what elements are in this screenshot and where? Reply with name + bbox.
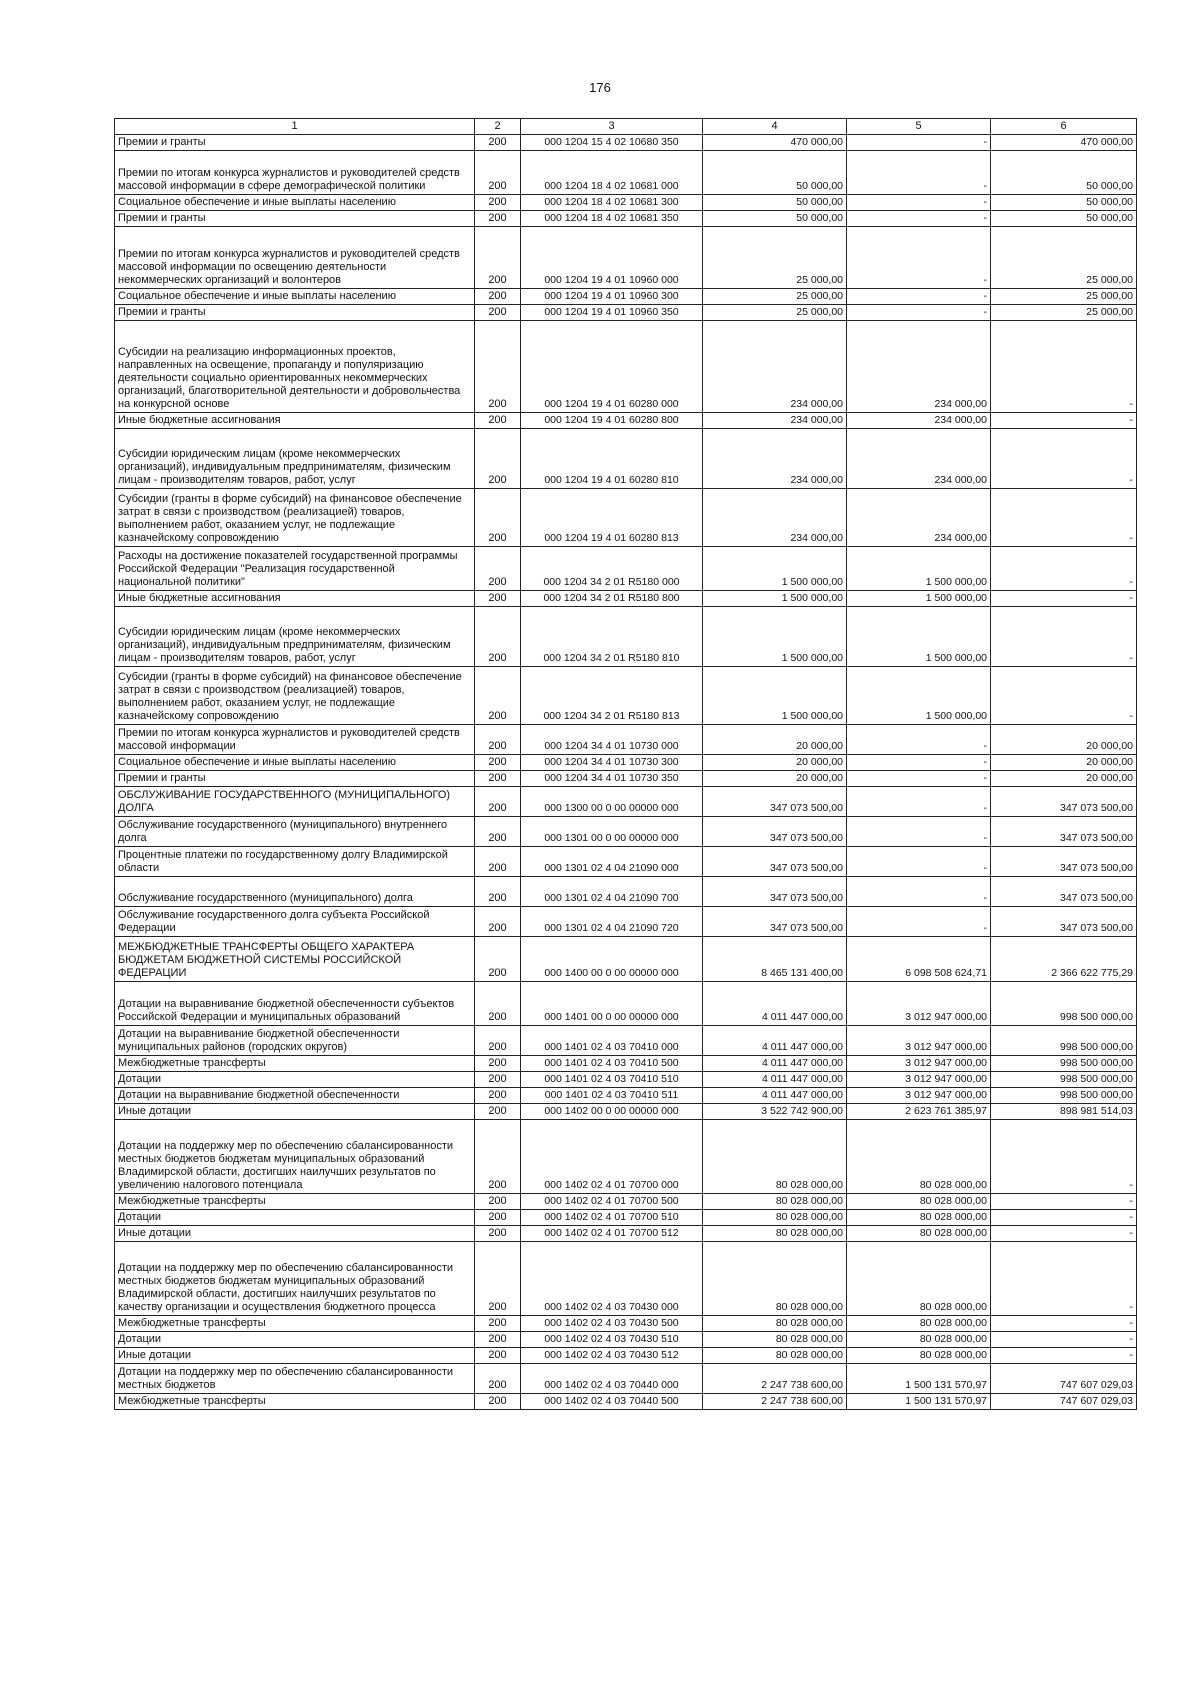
row-name-cell: Межбюджетные трансферты (115, 1056, 475, 1072)
row-approved-amount-cell: 2 247 738 600,00 (703, 1364, 847, 1394)
row-classification-code-cell: 000 1402 02 4 01 70700 510 (521, 1210, 703, 1226)
row-classification-code-cell: 000 1402 02 4 01 70700 500 (521, 1194, 703, 1210)
row-classification-code-cell: 000 1204 34 2 01 R5180 813 (521, 667, 703, 725)
row-name-cell: Иные дотации (115, 1104, 475, 1120)
row-executed-amount-cell: - (847, 877, 991, 907)
table-row (115, 1104, 1137, 1120)
row-unexecuted-amount-cell: 347 073 500,00 (991, 907, 1137, 937)
row-unexecuted-amount-cell: 747 607 029,03 (991, 1394, 1137, 1410)
row-line-code-cell: 200 (475, 877, 521, 907)
row-approved-amount-cell: 50 000,00 (703, 211, 847, 227)
row-unexecuted-amount-cell: - (991, 547, 1137, 591)
row-name-cell: Премии по итогам конкурса журналистов и руководителей средств массовой информации (115, 725, 475, 755)
row-approved-amount-cell: 234 000,00 (703, 489, 847, 547)
row-name-cell: Обслуживание государственного (муниципального) долга (115, 877, 475, 907)
table-row (115, 429, 1137, 489)
row-unexecuted-amount-cell: 20 000,00 (991, 755, 1137, 771)
row-line-code-cell: 200 (475, 227, 521, 289)
table-row (115, 1056, 1137, 1072)
row-approved-amount-cell: 1 500 000,00 (703, 667, 847, 725)
row-approved-amount-cell: 347 073 500,00 (703, 877, 847, 907)
row-unexecuted-amount-cell: - (991, 1348, 1137, 1364)
row-line-code-cell: 200 (475, 787, 521, 817)
row-name-cell: МЕЖБЮДЖЕТНЫЕ ТРАНСФЕРТЫ ОБЩЕГО ХАРАКТЕРА БЮДЖЕТАМ БЮДЖЕТНОЙ СИСТЕМЫ РОССИЙСКОЙ ФЕДЕРАЦИИ (115, 937, 475, 982)
row-executed-amount-cell: - (847, 227, 991, 289)
table-row (115, 982, 1137, 1026)
row-classification-code-cell: 000 1402 02 4 03 70430 000 (521, 1242, 703, 1316)
column-header: 5 (847, 119, 991, 135)
row-approved-amount-cell: 20 000,00 (703, 725, 847, 755)
row-approved-amount-cell: 347 073 500,00 (703, 787, 847, 817)
row-line-code-cell: 200 (475, 195, 521, 211)
row-approved-amount-cell: 80 028 000,00 (703, 1120, 847, 1194)
row-executed-amount-cell: 2 623 761 385,97 (847, 1104, 991, 1120)
row-line-code-cell: 200 (475, 1394, 521, 1410)
row-name-cell: Социальное обеспечение и иные выплаты населению (115, 195, 475, 211)
row-line-code-cell: 200 (475, 1242, 521, 1316)
row-classification-code-cell: 000 1204 19 4 01 10960 300 (521, 289, 703, 305)
row-unexecuted-amount-cell: 998 500 000,00 (991, 1056, 1137, 1072)
row-line-code-cell: 200 (475, 1194, 521, 1210)
table-row (115, 135, 1137, 151)
row-unexecuted-amount-cell: - (991, 1210, 1137, 1226)
row-classification-code-cell: 000 1402 02 4 01 70700 512 (521, 1226, 703, 1242)
row-unexecuted-amount-cell: 50 000,00 (991, 151, 1137, 195)
row-classification-code-cell: 000 1402 02 4 01 70700 000 (521, 1120, 703, 1194)
table-row (115, 725, 1137, 755)
row-classification-code-cell: 000 1301 02 4 04 21090 720 (521, 907, 703, 937)
row-name-cell: Межбюджетные трансферты (115, 1394, 475, 1410)
row-unexecuted-amount-cell: - (991, 429, 1137, 489)
row-line-code-cell: 200 (475, 1332, 521, 1348)
row-name-cell: Иные бюджетные ассигнования (115, 413, 475, 429)
row-executed-amount-cell: 3 012 947 000,00 (847, 1072, 991, 1088)
table-row (115, 227, 1137, 289)
row-executed-amount-cell: - (847, 817, 991, 847)
table-row (115, 1026, 1137, 1056)
row-line-code-cell: 200 (475, 211, 521, 227)
row-approved-amount-cell: 234 000,00 (703, 413, 847, 429)
row-executed-amount-cell: - (847, 195, 991, 211)
row-line-code-cell: 200 (475, 1348, 521, 1364)
row-executed-amount-cell: - (847, 847, 991, 877)
row-approved-amount-cell: 25 000,00 (703, 289, 847, 305)
row-classification-code-cell: 000 1401 02 4 03 70410 511 (521, 1088, 703, 1104)
table-row (115, 195, 1137, 211)
row-name-cell: Процентные платежи по государственному долгу Владимирской области (115, 847, 475, 877)
row-unexecuted-amount-cell: 25 000,00 (991, 227, 1137, 289)
row-line-code-cell: 200 (475, 1226, 521, 1242)
row-line-code-cell: 200 (475, 547, 521, 591)
table-row (115, 1226, 1137, 1242)
row-unexecuted-amount-cell: - (991, 1226, 1137, 1242)
row-executed-amount-cell: 80 028 000,00 (847, 1348, 991, 1364)
row-executed-amount-cell: 1 500 000,00 (847, 607, 991, 667)
row-executed-amount-cell: 80 028 000,00 (847, 1120, 991, 1194)
row-unexecuted-amount-cell: 747 607 029,03 (991, 1364, 1137, 1394)
row-executed-amount-cell: 1 500 131 570,97 (847, 1394, 991, 1410)
budget-table (114, 118, 1137, 1410)
row-name-cell: Субсидии (гранты в форме субсидий) на финансовое обеспечение затрат в связи с производством (реализацией) товаров, выполнением работ, оказанием услуг, не подлежащие казначейскому сопровождению (115, 667, 475, 725)
row-classification-code-cell: 000 1401 02 4 03 70410 500 (521, 1056, 703, 1072)
row-line-code-cell: 200 (475, 937, 521, 982)
table-row (115, 211, 1137, 227)
row-approved-amount-cell: 234 000,00 (703, 429, 847, 489)
row-name-cell: Премии и гранты (115, 135, 475, 151)
table-body (115, 135, 1137, 1410)
row-name-cell: Иные дотации (115, 1226, 475, 1242)
column-header: 2 (475, 119, 521, 135)
row-classification-code-cell: 000 1204 19 4 01 10960 350 (521, 305, 703, 321)
row-approved-amount-cell: 347 073 500,00 (703, 847, 847, 877)
row-name-cell: Иные дотации (115, 1348, 475, 1364)
row-classification-code-cell: 000 1401 02 4 03 70410 000 (521, 1026, 703, 1056)
row-name-cell: Премии по итогам конкурса журналистов и руководителей средств массовой информации в сфере демографической политики (115, 151, 475, 195)
row-executed-amount-cell: 80 028 000,00 (847, 1242, 991, 1316)
row-executed-amount-cell: - (847, 787, 991, 817)
row-unexecuted-amount-cell: 347 073 500,00 (991, 817, 1137, 847)
row-approved-amount-cell: 20 000,00 (703, 771, 847, 787)
row-line-code-cell: 200 (475, 725, 521, 755)
row-classification-code-cell: 000 1204 19 4 01 60280 800 (521, 413, 703, 429)
table-row (115, 877, 1137, 907)
row-approved-amount-cell: 50 000,00 (703, 195, 847, 211)
row-line-code-cell: 200 (475, 305, 521, 321)
row-executed-amount-cell: 3 012 947 000,00 (847, 1088, 991, 1104)
row-executed-amount-cell: - (847, 151, 991, 195)
row-executed-amount-cell: 80 028 000,00 (847, 1210, 991, 1226)
row-name-cell: Премии и гранты (115, 211, 475, 227)
table-row (115, 151, 1137, 195)
row-unexecuted-amount-cell: - (991, 413, 1137, 429)
row-approved-amount-cell: 4 011 447 000,00 (703, 1056, 847, 1072)
table-row (115, 1332, 1137, 1348)
row-classification-code-cell: 000 1204 19 4 01 60280 810 (521, 429, 703, 489)
row-name-cell: Обслуживание государственного долга субъекта Российской Федерации (115, 907, 475, 937)
row-unexecuted-amount-cell: 347 073 500,00 (991, 787, 1137, 817)
row-unexecuted-amount-cell: 998 500 000,00 (991, 1072, 1137, 1088)
table-row (115, 787, 1137, 817)
row-executed-amount-cell: - (847, 305, 991, 321)
row-unexecuted-amount-cell: 347 073 500,00 (991, 847, 1137, 877)
table-row (115, 289, 1137, 305)
table-row (115, 1120, 1137, 1194)
row-executed-amount-cell: 3 012 947 000,00 (847, 1056, 991, 1072)
row-classification-code-cell: 000 1204 34 2 01 R5180 810 (521, 607, 703, 667)
table-row (115, 1348, 1137, 1364)
row-classification-code-cell: 000 1204 19 4 01 10960 000 (521, 227, 703, 289)
row-unexecuted-amount-cell: 347 073 500,00 (991, 877, 1137, 907)
row-name-cell: Дотации на поддержку мер по обеспечению сбалансированности местных бюджетов (115, 1364, 475, 1394)
row-executed-amount-cell: 1 500 000,00 (847, 591, 991, 607)
row-classification-code-cell: 000 1400 00 0 00 00000 000 (521, 937, 703, 982)
row-line-code-cell: 200 (475, 1056, 521, 1072)
row-unexecuted-amount-cell: - (991, 321, 1137, 413)
row-approved-amount-cell: 80 028 000,00 (703, 1242, 847, 1316)
row-executed-amount-cell: 1 500 000,00 (847, 547, 991, 591)
table-row (115, 1088, 1137, 1104)
table-row (115, 1194, 1137, 1210)
table-row (115, 1072, 1137, 1088)
row-approved-amount-cell: 3 522 742 900,00 (703, 1104, 847, 1120)
row-name-cell: Дотации на поддержку мер по обеспечению сбалансированности местных бюджетов бюджетам муниципальных образований Владимирской области, достигших наилучших результатов по качеству организации и осуществления бюджетного процесса (115, 1242, 475, 1316)
page-number: 176 (589, 80, 611, 95)
row-executed-amount-cell: - (847, 755, 991, 771)
row-unexecuted-amount-cell: 470 000,00 (991, 135, 1137, 151)
row-line-code-cell: 200 (475, 1088, 521, 1104)
row-name-cell: Иные бюджетные ассигнования (115, 591, 475, 607)
row-classification-code-cell: 000 1204 34 4 01 10730 350 (521, 771, 703, 787)
table-row (115, 667, 1137, 725)
row-approved-amount-cell: 4 011 447 000,00 (703, 1026, 847, 1056)
row-approved-amount-cell: 234 000,00 (703, 321, 847, 413)
row-unexecuted-amount-cell: 25 000,00 (991, 305, 1137, 321)
row-executed-amount-cell: 234 000,00 (847, 489, 991, 547)
row-line-code-cell: 200 (475, 607, 521, 667)
row-unexecuted-amount-cell: - (991, 591, 1137, 607)
row-executed-amount-cell: 6 098 508 624,71 (847, 937, 991, 982)
table-row (115, 1316, 1137, 1332)
row-line-code-cell: 200 (475, 907, 521, 937)
row-name-cell: Премии и гранты (115, 771, 475, 787)
row-approved-amount-cell: 80 028 000,00 (703, 1194, 847, 1210)
row-name-cell: Дотации (115, 1332, 475, 1348)
row-line-code-cell: 200 (475, 151, 521, 195)
row-executed-amount-cell: 234 000,00 (847, 413, 991, 429)
row-unexecuted-amount-cell: - (991, 667, 1137, 725)
row-approved-amount-cell: 1 500 000,00 (703, 591, 847, 607)
row-classification-code-cell: 000 1204 18 4 02 10681 300 (521, 195, 703, 211)
row-classification-code-cell: 000 1204 34 2 01 R5180 800 (521, 591, 703, 607)
row-approved-amount-cell: 20 000,00 (703, 755, 847, 771)
row-classification-code-cell: 000 1204 18 4 02 10681 000 (521, 151, 703, 195)
row-classification-code-cell: 000 1301 02 4 04 21090 700 (521, 877, 703, 907)
row-name-cell: Межбюджетные трансферты (115, 1316, 475, 1332)
row-classification-code-cell: 000 1204 19 4 01 60280 813 (521, 489, 703, 547)
row-unexecuted-amount-cell: 998 500 000,00 (991, 982, 1137, 1026)
table-row (115, 1210, 1137, 1226)
row-name-cell: Субсидии (гранты в форме субсидий) на финансовое обеспечение затрат в связи с производством (реализацией) товаров, выполнением работ, оказанием услуг, не подлежащие казначейскому сопровождению (115, 489, 475, 547)
row-line-code-cell: 200 (475, 1210, 521, 1226)
row-name-cell: Субсидии юридическим лицам (кроме некоммерческих организаций), индивидуальным предпринимателям, физическим лицам - производителям товаров, работ, услуг (115, 607, 475, 667)
row-approved-amount-cell: 347 073 500,00 (703, 817, 847, 847)
row-approved-amount-cell: 4 011 447 000,00 (703, 1072, 847, 1088)
row-classification-code-cell: 000 1402 02 4 03 70430 500 (521, 1316, 703, 1332)
row-unexecuted-amount-cell: 20 000,00 (991, 725, 1137, 755)
row-executed-amount-cell: - (847, 289, 991, 305)
row-unexecuted-amount-cell: 2 366 622 775,29 (991, 937, 1137, 982)
row-line-code-cell: 200 (475, 489, 521, 547)
table-row (115, 817, 1137, 847)
row-name-cell: Премии и гранты (115, 305, 475, 321)
row-name-cell: Расходы на достижение показателей государственной программы Российской Федерации "Реализация государственной национальной политики" (115, 547, 475, 591)
row-unexecuted-amount-cell: 20 000,00 (991, 771, 1137, 787)
row-classification-code-cell: 000 1300 00 0 00 00000 000 (521, 787, 703, 817)
column-header: 3 (521, 119, 703, 135)
table-row (115, 607, 1137, 667)
row-approved-amount-cell: 1 500 000,00 (703, 607, 847, 667)
row-unexecuted-amount-cell: - (991, 1194, 1137, 1210)
table-row (115, 489, 1137, 547)
row-classification-code-cell: 000 1402 00 0 00 00000 000 (521, 1104, 703, 1120)
row-name-cell: Социальное обеспечение и иные выплаты населению (115, 755, 475, 771)
row-approved-amount-cell: 4 011 447 000,00 (703, 982, 847, 1026)
row-classification-code-cell: 000 1402 02 4 03 70440 000 (521, 1364, 703, 1394)
row-unexecuted-amount-cell: - (991, 1120, 1137, 1194)
row-approved-amount-cell: 4 011 447 000,00 (703, 1088, 847, 1104)
column-header: 4 (703, 119, 847, 135)
row-approved-amount-cell: 80 028 000,00 (703, 1348, 847, 1364)
row-name-cell: Субсидии на реализацию информационных проектов, направленных на освещение, пропаганду и популяризацию деятельности социально ориентированных некоммерческих организаций, благотворительной деятельности и добровольчества на конкурсной основе (115, 321, 475, 413)
table-row (115, 413, 1137, 429)
row-classification-code-cell: 000 1402 02 4 03 70440 500 (521, 1394, 703, 1410)
row-name-cell: Субсидии юридическим лицам (кроме некоммерческих организаций), индивидуальным предпринимателям, физическим лицам - производителям товаров, работ, услуг (115, 429, 475, 489)
table-row (115, 591, 1137, 607)
row-classification-code-cell: 000 1401 02 4 03 70410 510 (521, 1072, 703, 1088)
row-name-cell: Дотации на поддержку мер по обеспечению сбалансированности местных бюджетов бюджетам муниципальных образований Владимирской области, достигших наилучших результатов по увеличению налогового потенциала (115, 1120, 475, 1194)
header-row (115, 119, 1137, 135)
table-row (115, 907, 1137, 937)
row-unexecuted-amount-cell: - (991, 1332, 1137, 1348)
row-line-code-cell: 200 (475, 1364, 521, 1394)
row-unexecuted-amount-cell: - (991, 1242, 1137, 1316)
row-name-cell: Обслуживание государственного (муниципального) внутреннего долга (115, 817, 475, 847)
row-classification-code-cell: 000 1204 34 2 01 R5180 000 (521, 547, 703, 591)
row-line-code-cell: 200 (475, 1316, 521, 1332)
row-classification-code-cell: 000 1204 34 4 01 10730 000 (521, 725, 703, 755)
row-line-code-cell: 200 (475, 667, 521, 725)
row-name-cell: Дотации на выравнивание бюджетной обеспеченности муниципальных районов (городских округов) (115, 1026, 475, 1056)
row-classification-code-cell: 000 1301 02 4 04 21090 000 (521, 847, 703, 877)
row-line-code-cell: 200 (475, 1120, 521, 1194)
table-row (115, 1242, 1137, 1316)
row-line-code-cell: 200 (475, 413, 521, 429)
row-unexecuted-amount-cell: 25 000,00 (991, 289, 1137, 305)
row-unexecuted-amount-cell: - (991, 489, 1137, 547)
row-approved-amount-cell: 80 028 000,00 (703, 1316, 847, 1332)
row-line-code-cell: 200 (475, 135, 521, 151)
row-classification-code-cell: 000 1402 02 4 03 70430 510 (521, 1332, 703, 1348)
row-unexecuted-amount-cell: - (991, 607, 1137, 667)
row-name-cell: Межбюджетные трансферты (115, 1194, 475, 1210)
row-approved-amount-cell: 8 465 131 400,00 (703, 937, 847, 982)
row-approved-amount-cell: 50 000,00 (703, 151, 847, 195)
row-approved-amount-cell: 2 247 738 600,00 (703, 1394, 847, 1410)
row-approved-amount-cell: 347 073 500,00 (703, 907, 847, 937)
row-executed-amount-cell: 3 012 947 000,00 (847, 1026, 991, 1056)
row-executed-amount-cell: - (847, 135, 991, 151)
row-executed-amount-cell: - (847, 907, 991, 937)
row-approved-amount-cell: 25 000,00 (703, 227, 847, 289)
row-executed-amount-cell: 80 028 000,00 (847, 1226, 991, 1242)
row-name-cell: Дотации на выравнивание бюджетной обеспеченности субъектов Российской Федерации и муниципальных образований (115, 982, 475, 1026)
row-line-code-cell: 200 (475, 1104, 521, 1120)
row-unexecuted-amount-cell: - (991, 1316, 1137, 1332)
table-row (115, 771, 1137, 787)
row-classification-code-cell: 000 1301 00 0 00 00000 000 (521, 817, 703, 847)
row-name-cell: Дотации (115, 1210, 475, 1226)
table-row (115, 321, 1137, 413)
row-line-code-cell: 200 (475, 771, 521, 787)
row-approved-amount-cell: 80 028 000,00 (703, 1332, 847, 1348)
row-line-code-cell: 200 (475, 591, 521, 607)
row-classification-code-cell: 000 1204 34 4 01 10730 300 (521, 755, 703, 771)
row-unexecuted-amount-cell: 998 500 000,00 (991, 1026, 1137, 1056)
row-executed-amount-cell: 1 500 131 570,97 (847, 1364, 991, 1394)
row-approved-amount-cell: 80 028 000,00 (703, 1226, 847, 1242)
row-line-code-cell: 200 (475, 429, 521, 489)
row-unexecuted-amount-cell: 50 000,00 (991, 195, 1137, 211)
row-line-code-cell: 200 (475, 289, 521, 305)
table-row (115, 547, 1137, 591)
row-unexecuted-amount-cell: 998 500 000,00 (991, 1088, 1137, 1104)
table-row (115, 847, 1137, 877)
row-executed-amount-cell: 3 012 947 000,00 (847, 982, 991, 1026)
row-name-cell: Премии по итогам конкурса журналистов и руководителей средств массовой информации по освещению деятельности некоммерческих организаций и волонтеров (115, 227, 475, 289)
row-approved-amount-cell: 80 028 000,00 (703, 1210, 847, 1226)
row-executed-amount-cell: 80 028 000,00 (847, 1316, 991, 1332)
row-line-code-cell: 200 (475, 321, 521, 413)
row-name-cell: Социальное обеспечение и иные выплаты населению (115, 289, 475, 305)
row-line-code-cell: 200 (475, 847, 521, 877)
row-name-cell: ОБСЛУЖИВАНИЕ ГОСУДАРСТВЕННОГО (МУНИЦИПАЛЬНОГО) ДОЛГА (115, 787, 475, 817)
row-line-code-cell: 200 (475, 982, 521, 1026)
row-approved-amount-cell: 25 000,00 (703, 305, 847, 321)
column-header: 6 (991, 119, 1137, 135)
row-classification-code-cell: 000 1402 02 4 03 70430 512 (521, 1348, 703, 1364)
table-row (115, 305, 1137, 321)
column-header: 1 (115, 119, 475, 135)
row-classification-code-cell: 000 1204 18 4 02 10681 350 (521, 211, 703, 227)
row-classification-code-cell: 000 1204 19 4 01 60280 000 (521, 321, 703, 413)
row-unexecuted-amount-cell: 50 000,00 (991, 211, 1137, 227)
row-classification-code-cell: 000 1401 00 0 00 00000 000 (521, 982, 703, 1026)
row-executed-amount-cell: 80 028 000,00 (847, 1332, 991, 1348)
table-row (115, 937, 1137, 982)
row-approved-amount-cell: 1 500 000,00 (703, 547, 847, 591)
row-executed-amount-cell: 1 500 000,00 (847, 667, 991, 725)
row-line-code-cell: 200 (475, 817, 521, 847)
row-approved-amount-cell: 470 000,00 (703, 135, 847, 151)
row-line-code-cell: 200 (475, 1072, 521, 1088)
row-executed-amount-cell: 234 000,00 (847, 321, 991, 413)
row-executed-amount-cell: 234 000,00 (847, 429, 991, 489)
row-name-cell: Дотации на выравнивание бюджетной обеспеченности (115, 1088, 475, 1104)
table-row (115, 755, 1137, 771)
row-executed-amount-cell: - (847, 211, 991, 227)
row-unexecuted-amount-cell: 898 981 514,03 (991, 1104, 1137, 1120)
row-classification-code-cell: 000 1204 15 4 02 10680 350 (521, 135, 703, 151)
table-row (115, 1394, 1137, 1410)
row-line-code-cell: 200 (475, 1026, 521, 1056)
row-executed-amount-cell: - (847, 771, 991, 787)
row-executed-amount-cell: 80 028 000,00 (847, 1194, 991, 1210)
table-row (115, 1364, 1137, 1394)
row-line-code-cell: 200 (475, 755, 521, 771)
row-executed-amount-cell: - (847, 725, 991, 755)
row-name-cell: Дотации (115, 1072, 475, 1088)
